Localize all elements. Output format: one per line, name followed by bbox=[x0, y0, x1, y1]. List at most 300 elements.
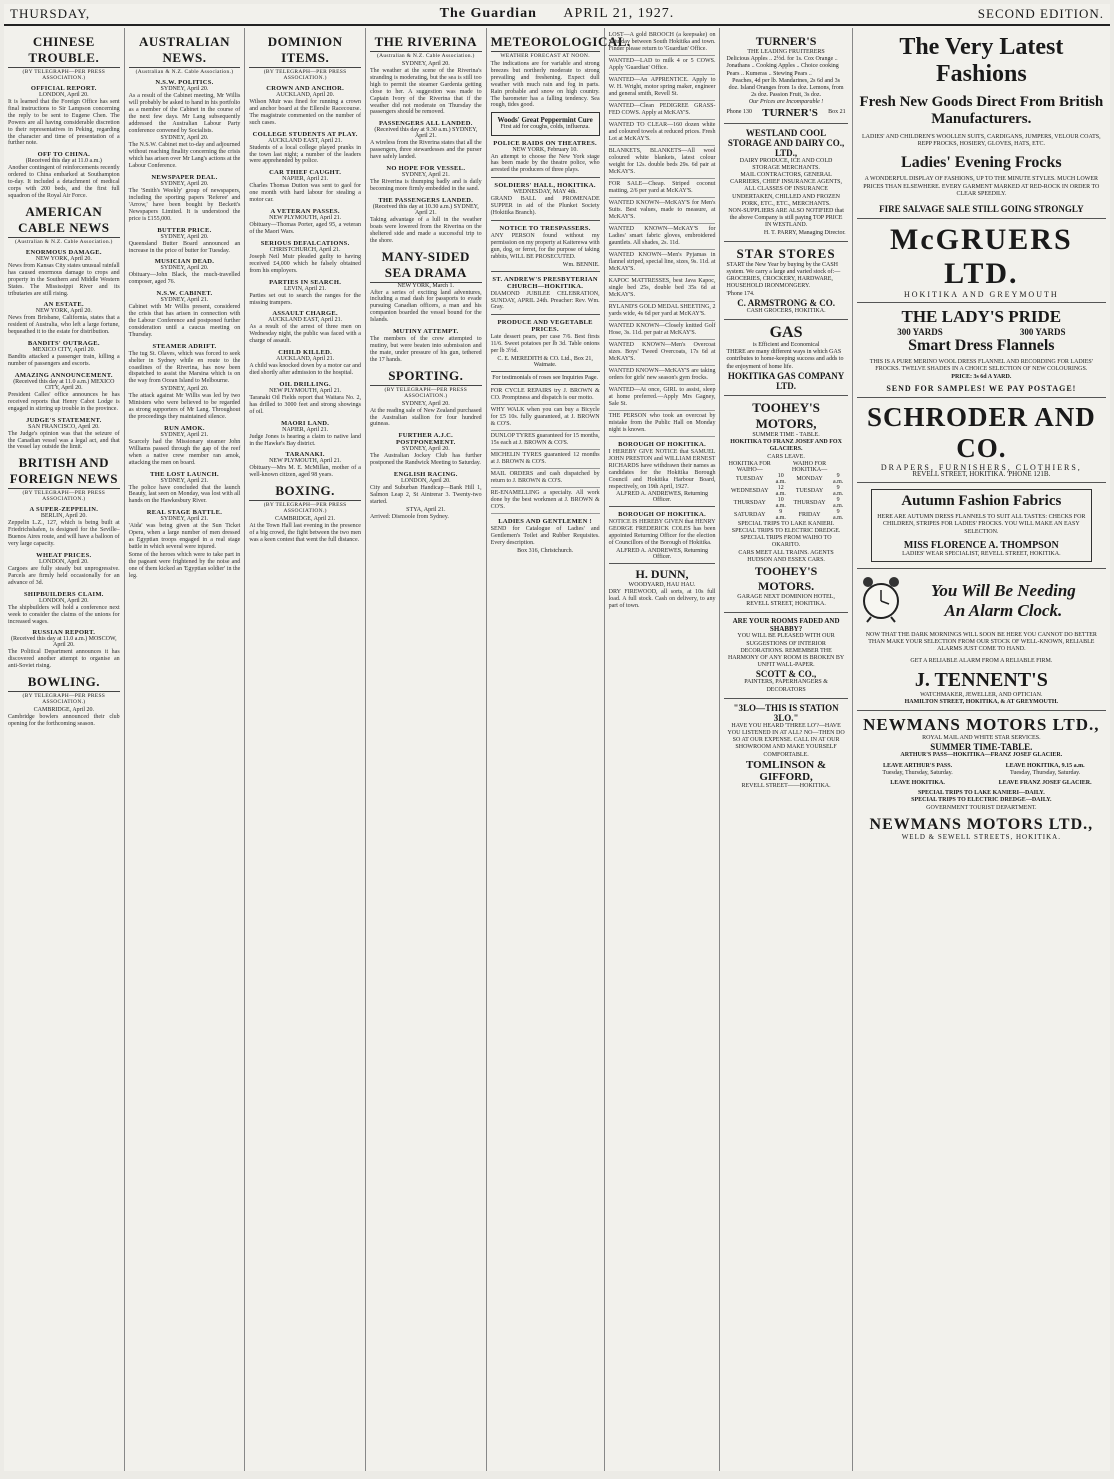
classified-ad: WANTED KNOWN—Men's Overcoat sizes. Boys' Tweed Overcoats, 17s 6d at McKAY'S. bbox=[609, 342, 716, 366]
ad-subtitle: is Efficient and Economical bbox=[752, 342, 820, 349]
ad-text: DRY FIREWOOD, all sorts, at 10s full load. A full stock. Cash on delivery, to any part of town. bbox=[608, 589, 716, 609]
byline: (BY TELEGRAPH—PER PRESS ASSOCIATION.) bbox=[384, 386, 468, 399]
ad-title: "3LO—THIS IS STATION 3LO." bbox=[733, 702, 839, 723]
ad-subtitle: CASH GROCERS, HOKITIKA. bbox=[746, 307, 826, 314]
column-local-ads bbox=[720, 28, 852, 1471]
ad-text: SPECIAL TRIPS TO ELECTRIC DREDGE. bbox=[731, 527, 841, 534]
article-text: Zeppelin L.Z., 127, which is being built at Friedrichshafen, is designed for the Seville–Buenos Aires route, and will have a balloon of very large capacity. bbox=[8, 520, 120, 548]
article-text: The Riverina is thumping badly and is daily becoming more firmly embedded in the sand. bbox=[369, 179, 482, 192]
article-text: A wireless from the Riverina states that all the passengers, three stewardesses and the purser have safely landed. bbox=[369, 140, 482, 161]
article-text: At the Town Hall last evening in the presence of a big crowd, the fight between the two men was a keen contest that went the full distance. bbox=[249, 523, 361, 544]
ad-slogan: SEND FOR SAMPLES! WE PAY POSTAGE! bbox=[886, 383, 1077, 393]
subhead: MUSICIAN DEAD. bbox=[154, 258, 215, 266]
ad-subtitle: Ladies' Evening Frocks bbox=[901, 154, 1062, 172]
subhead: NOTICE TO TRESPASSERS. bbox=[499, 224, 591, 232]
table-row bbox=[726, 509, 845, 521]
ad-text: HOKITIKA TO FRANZ JOSEF AND FOX GLACIERS. bbox=[730, 439, 842, 453]
ad-text: GOVERNMENT TOURIST DEPARTMENT. bbox=[926, 804, 1037, 811]
dateline: SYDNEY, April 20. bbox=[160, 233, 209, 240]
schedule-right bbox=[986, 763, 1104, 788]
classified-ad: WANTED—At once, GIRL to assist, sleep at home preferred.—Apply Mrs Gagney, Sale St. bbox=[609, 387, 716, 411]
signature: ALFRED A. ANDREWES, Returning Officer. bbox=[616, 491, 708, 504]
ad-header bbox=[859, 573, 1104, 628]
classified-ad: WANTED—An APPRENTICE. Apply to W. H. Wright, motor spring maker, engineer and general smith, Revell St. bbox=[609, 77, 716, 101]
subhead: REAL STAGE BATTLE. bbox=[146, 509, 223, 517]
headline: AUSTRALIAN NEWS. bbox=[129, 34, 241, 68]
headline: AMERICAN CABLE NEWS bbox=[8, 204, 120, 238]
ad-subtitle: DRAPERS, FURNISHERS, CLOTHIERS, bbox=[880, 462, 1082, 472]
dateline: SYDNEY, April 20. bbox=[160, 181, 209, 188]
schedule-heading: LEAVE ARTHUR'S PASS. bbox=[883, 762, 953, 769]
divider bbox=[609, 506, 716, 507]
masthead-center bbox=[352, 6, 762, 22]
ad-text: THERE are many different ways in which GAS contributes to home-keeping success and adds to the enjoyment of home life. bbox=[726, 349, 844, 370]
article-text: The Australian Jockey Club has further postponed the Randwick Meeting to Saturday. bbox=[369, 453, 482, 467]
subhead: THE LOST LAUNCH. bbox=[150, 470, 219, 478]
headline: MANY-SIDED SEA DRAMA bbox=[370, 249, 482, 283]
article-text: The 'Smith's Weekly' group of newspapers, including the sporting papers 'Referee' and 'Arrow,' have been bought by Beckett's Newspapers Limited. It is understood the price is £155,000. bbox=[128, 188, 241, 222]
ad-phone: 'Phone 174. bbox=[726, 290, 755, 297]
subhead: ENORMOUS DAMAGE. bbox=[25, 248, 102, 256]
headline: DOMINION ITEMS. bbox=[249, 34, 361, 68]
ad-name: C. ARMSTRONG & CO. bbox=[737, 297, 835, 308]
classified-ad: WANTED TO CLEAR—160 dozen white and coloured towels at reduced prices. Fresh Lot at McKAY'S. bbox=[609, 122, 716, 146]
dateline: STYA, April 21. bbox=[406, 506, 446, 513]
ad-subtitle: PAINTERS, PAPERHANGERS & DECORATORS bbox=[744, 679, 828, 693]
column-meteorological bbox=[487, 28, 631, 1471]
article-text: The weather at the scene of the Riverina's stranding is moderating, but the sea is still too high to permit the steamer Gardenia getting close to her. A suggestion was made to Captain Ivory of the Riverina that if the weather did not moderate on Thursday the passengers should be removed. bbox=[369, 68, 482, 116]
headline: BOWLING. bbox=[8, 674, 120, 692]
article-text: Parties set out to search the ranges for the missing trampers. bbox=[249, 292, 361, 306]
subhead: TARANAKI. bbox=[285, 451, 325, 459]
dateline: SYDNEY, April 20. bbox=[401, 61, 450, 67]
subhead: LADIES AND GENTLEMEN ! bbox=[498, 518, 593, 526]
ad-text: SPECIAL TRIPS FROM WAIHO TO OKARITO. bbox=[740, 535, 832, 549]
table-cell: MONDAY bbox=[796, 475, 823, 482]
timetable-header: WAIHO FOR HOKITIKA— bbox=[791, 460, 828, 473]
ad-text: SPECIAL TRIPS TO LAKE KANIERI—DAILY. bbox=[917, 790, 1045, 797]
subhead: ST. ANDREW'S PRESBYTERIAN CHURCH—HOKITIKA. bbox=[492, 275, 598, 290]
ad-yardage-right: 300 YARDS bbox=[1019, 327, 1066, 338]
subhead: MUTINY ATTEMPT. bbox=[393, 328, 459, 336]
ad-alarm-clock bbox=[857, 569, 1106, 711]
ad-text: SPECIAL TRIPS TO LAKE KANIERI. bbox=[737, 520, 835, 527]
ad-name: TURNER'S bbox=[762, 106, 818, 119]
article-text: Arrived: Dismoole from Sydney. bbox=[369, 513, 449, 520]
ad-text: A WONDERFUL DISPLAY OF FASHIONS, UP TO THE MINUTE STYLES. MUCH LOWER PRICES THAN ELSEWHERE. EVERY GARMENT MARKED AT RED-ROCK IN ORDER TO CLEAR SPEEDILY. bbox=[863, 176, 1100, 197]
schedule-days: Tuesday, Thursday, Saturday. bbox=[882, 769, 953, 776]
article-text: News from Brisbane, California, states that a resident of Australia, who left a large fortune, bequeathed it to the estate for distribution. bbox=[8, 315, 120, 336]
classified-ad: WANTED KNOWN—McKAY'S are taking orders for girls' new season's gym frocks. bbox=[609, 368, 716, 385]
alarm-clock-icon bbox=[859, 573, 903, 628]
ad-text: CARS MEET ALL TRAINS. AGENTS HUDSON AND ESSEX CARS. bbox=[738, 549, 834, 563]
ad-text: NON-SUPPLIERS ARE ALSO NOTIFIED that the above Company is still paying TOP PRICE IN WESTLAND. bbox=[728, 208, 844, 229]
ad-subtitle: WATCHMAKER, JEWELLER, AND OPTICIAN. bbox=[920, 691, 1043, 698]
ad-phone: Phone 130 bbox=[726, 109, 752, 116]
ad-name: TOMLINSON & GIFFORD, bbox=[745, 758, 827, 783]
ad-box: Box 21 bbox=[828, 109, 846, 116]
masthead bbox=[4, 4, 1110, 26]
classified-ad: DUNLOP TYRES guaranteed for 15 months, 15s each at J. BROWN & CO'S. bbox=[491, 433, 600, 450]
subhead: N.S.W. POLITICS. bbox=[155, 79, 214, 86]
subhead: AN ESTATE. bbox=[43, 301, 84, 309]
headline: CHINESE TROUBLE. bbox=[8, 34, 120, 68]
dateline: LEVIN, April 21. bbox=[283, 285, 327, 292]
article-text: Queensland Butter Board announced an increase in the price of butter for Tuesday. bbox=[128, 240, 241, 254]
masthead-day: THURSDAY, bbox=[10, 6, 91, 21]
dateline: SYDNEY, April 21. bbox=[160, 431, 209, 438]
headline: THE RIVERINA bbox=[370, 34, 482, 52]
dateline: SYDNEY, April 20. bbox=[401, 400, 450, 407]
subhead: A VETERAN PASSES. bbox=[270, 208, 340, 216]
subhead: WHEAT PRICES. bbox=[36, 552, 92, 559]
schedule-heading: LEAVE FRANZ JOSEF GLACIER. bbox=[998, 780, 1092, 787]
table-cell: FRIDAY bbox=[798, 511, 821, 518]
subhead: ENGLISH RACING. bbox=[393, 471, 458, 479]
ad-star-stores bbox=[724, 242, 847, 320]
ad-address: REVELL STREET——HOKITIKA. bbox=[741, 782, 831, 789]
dateline: NEW PLYMOUTH, April 21. bbox=[269, 458, 342, 465]
article-text: Judge Jones is hearing a claim to native land in the Hawke's Bay district. bbox=[249, 433, 361, 447]
subhead: PRODUCE AND VEGETABLE PRICES. bbox=[497, 319, 593, 334]
table-cell: SATURDAY bbox=[734, 511, 766, 518]
subhead: COLLEGE STUDENTS AT PLAY. bbox=[252, 130, 358, 138]
schedule-heading: LEAVE HOKITIKA, 9.15 a.m. bbox=[1005, 762, 1085, 769]
byline: (BY TELEGRAPH—PER PRESS ASSOCIATION.) bbox=[22, 490, 106, 503]
ad-text: NOW THAT THE DARK MORNINGS WILL SOON BE HERE YOU CANNOT DO BETTER THAN MAKE YOUR SELECTION FROM OUR STOCK OF WELL-KNOWN, RELIABLE ALARMS JUST COME TO HAND. bbox=[865, 632, 1097, 653]
schedule-days: Tuesday, Thursday, Saturday. bbox=[1009, 769, 1081, 776]
article-text: It is learned that the Foreign Office has sent final instructions to Sir Lampson concerning the reply to be sent to Eugene Chen. The Powers are all having considerable discretion to their representatives in Peking, regarding the character and time of presentation of a further note. bbox=[8, 99, 120, 147]
subhead: NO HOPE FOR VESSEL. bbox=[386, 165, 466, 173]
ad-autumn-fabrics bbox=[857, 483, 1106, 569]
article-text: Wilson Muir was fined for running a crown and anchor board at the Ellerslie Racecourse. The magistrate commented on the number of such cases. bbox=[249, 99, 361, 126]
ad-title: GAS bbox=[769, 324, 803, 342]
ad-address: WELD & SEWELL STREETS, HOKITIKA. bbox=[901, 832, 1061, 841]
subhead: A SUPER-ZEPPELIN. bbox=[29, 506, 99, 514]
table-cell: THURSDAY bbox=[733, 499, 766, 506]
article-text: President Calles' office announces he has received reports that Henry Cabot Lodge is engaged in stirring up trouble in the province. bbox=[8, 391, 120, 412]
article-text: Obituary—Thomas Porter, aged 95, a veteran of the Maori Wars. bbox=[249, 222, 361, 235]
ad-title: TOOHEY'S MOTORS, bbox=[752, 399, 820, 431]
notice-text: I HEREBY GIVE NOTICE that SAMUEL JOHN PRESTON and WILLIAM ERNEST RICHARDS have withdrawn their names as candidates for the Hokitika Borough Council and Hokitika Harbour Board, respectively, on 19th April, 1927. bbox=[608, 449, 716, 490]
table-cell: 12 a.m. bbox=[775, 484, 786, 497]
dateline: LONDON, April 20. bbox=[38, 597, 89, 604]
schedule-heading: LEAVE HOKITIKA. bbox=[890, 780, 945, 787]
ad-title: NEWMANS MOTORS LTD., bbox=[863, 715, 1100, 735]
dateline: LONDON, April 20. bbox=[400, 478, 451, 485]
table-cell: 10 a.m. bbox=[775, 472, 786, 485]
dateline: AUCKLAND EAST, April 21. bbox=[268, 317, 343, 324]
ad-yardage bbox=[859, 327, 1104, 337]
article-text: Joseph Neil Muir pleaded guilty to having received £4,000 which he falsely obtained from his employers. bbox=[249, 253, 361, 274]
byline: (Australian & N.Z. Cable Association.) bbox=[376, 53, 475, 59]
classified-ad: RE-ENAMELLING a specialty. All work done by the best workmen at J. BROWN & CO'S. bbox=[491, 490, 600, 514]
ad-heading bbox=[903, 581, 1104, 621]
ad-slogan: Our Prices are Incomparable ! bbox=[748, 99, 824, 106]
dateline: (Received this day at 10.30 a.m.) SYDNEY, April 21. bbox=[372, 203, 479, 216]
ad-text: MAIL CONTRACTORS, GENERAL CARRIERS, CHIEF INSURANCE AGENTS, ALL CLASSES OF INSURANCE UNDERTAKEN, CHILLED AND FROZEN PORK, ETC., ETC., MERCHANTS. bbox=[730, 172, 842, 207]
subhead: PASSENGERS ALL LANDED. bbox=[378, 120, 473, 128]
column-riverina bbox=[366, 28, 487, 1471]
article-text: The Judge's opinion was that the seizure of the Canadian vessel was a legal act, and that the vessel lay outside the limit. bbox=[8, 430, 120, 451]
classified-ad: FOR CYCLE REPAIRS try J. BROWN & CO. Promptness and dispatch is our motto. bbox=[491, 388, 600, 405]
column-chinese-trouble bbox=[4, 28, 125, 1471]
dateline: SYDNEY, April 20. bbox=[160, 386, 209, 393]
ad-subtitle: SUMMER TIME-TABLE. bbox=[930, 742, 1033, 753]
column-classifieds bbox=[605, 28, 721, 1471]
subhead: FURTHER A.J.C. POSTPONEMENT. bbox=[396, 432, 456, 447]
dateline: AUCKLAND, April 21. bbox=[276, 356, 335, 363]
dateline: (Received this day at 11.0 a.m.) MOSCOW, April 20. bbox=[11, 636, 117, 649]
subhead: SOLDIERS' HALL, HOKITIKA. bbox=[494, 182, 596, 190]
subhead: N.S.W. CABINET. bbox=[156, 290, 213, 298]
ad-text: LADIES' AND CHILDREN'S WOOLLEN SUITS, CARDIGANS, JUMPERS, VELOUR COATS, REPP FROCKS, HOSIERY, GLOVES, HATS, ETC. bbox=[862, 134, 1101, 148]
dateline: AUCKLAND, April 20. bbox=[276, 92, 335, 98]
classified-ad: WANTED—LAD to milk 4 or 5 COWS. Apply 'Guardian' Office. bbox=[609, 58, 716, 75]
subhead: OFF TO CHINA. bbox=[37, 151, 90, 159]
article-text: Obituary—Mrs M. E. McMillan, mother of a well-known citizen, aged 98 years. bbox=[249, 465, 361, 479]
classified-ad: FOR SALE—Cheap. Striped coconut matting, 2/6 per yard at McKAY'S. bbox=[609, 181, 716, 198]
byline: (BY TELEGRAPH—PER PRESS ASSOCIATION.) bbox=[22, 69, 106, 81]
ad-mcgruers bbox=[857, 219, 1106, 303]
ad-text: YOU WILL BE PLEASED WITH OUR SUGGESTIONS OF INTERIOR DECORATIONS. REMEMBER THE HARMONY OF ANY ROOM IS BROKEN BY UNFIT WALL-PAPER. bbox=[727, 633, 845, 669]
divider bbox=[491, 271, 600, 272]
ad-turners bbox=[724, 30, 847, 124]
ad-schedule bbox=[859, 763, 1104, 788]
ad-name: NEWMANS MOTORS LTD., bbox=[869, 815, 1094, 833]
ad-address: GARAGE NEXT DOMINION HOTEL, REVELL STREET, HOKITIKA. bbox=[737, 593, 835, 608]
classified-ad: WANTED—Clean PEDIGREE GRASS-FED COWS. Apply at McKAY'S. bbox=[609, 103, 716, 120]
dateline: SYDNEY, April 21. bbox=[160, 477, 209, 484]
ad-name: MISS FLORENCE A. THOMPSON bbox=[903, 539, 1059, 551]
article-text: Late dessert pears, per case 7/6. Best firsts 11/6. Sweet potatoes per lb 3d. Table onions per lb 3½d. bbox=[490, 334, 600, 355]
dateline: NAPIER, April 21. bbox=[282, 176, 329, 183]
ad-subtitle: Smart Dress Flannels bbox=[908, 337, 1055, 355]
classified-ad: LOST—A gold BROOCH (a keepsake) on Saturday between South Hokitika and town. Finder please return to 'Guardian' Office. bbox=[609, 32, 716, 56]
ad-text: START the New Year by buying by the CASH system. We carry a large and varied stock of:— GROCERIES, CROCKERY, HARDWARE, HOUSEHOLD IRONMONGERY. bbox=[726, 261, 841, 290]
subhead: THE PASSENGERS LANDED. bbox=[378, 196, 474, 204]
ad-title: Autumn Fashion Fabrics bbox=[901, 493, 1062, 510]
ad-tomlinson-gifford bbox=[724, 699, 847, 794]
ad-subtitle: DAIRY PRODUCE, ICE AND COLD STORAGE MERCHANTS. bbox=[739, 157, 833, 171]
subhead: STEAMER ADRIFT. bbox=[152, 342, 217, 350]
article-text: Another contingent of reinforcements recently ordered to China embarked at Southampton to-day. It included a detachment of medical corps with 200 beds, and the first full squadron of the Royal Air Force. bbox=[8, 165, 120, 199]
ad-name: HOKITIKA GAS COMPANY LTD. bbox=[727, 370, 845, 391]
ad-subtitle: THE LEADING FRUITERERS bbox=[747, 49, 825, 55]
dateline: MEXICO CITY, April 20. bbox=[32, 347, 96, 354]
table-cell: TUESDAY bbox=[795, 487, 824, 494]
dateline: (Received this day at 11.0 a.m.) MEXICO CITY, April 20. bbox=[13, 378, 115, 391]
ad-price-list: Delicious Apples .. 2½d. for 1s. Cox Orange .. Jonathans .. Cooking Apples .. Choice cooking Pears .. Kumeras .. Stewing Pears .. bbox=[726, 56, 839, 77]
article-text: The attack against Mr Willis was led by two Ministers who were believed to be regarded as strong supporters of Mr Lang. Throughout the proceedings they maintained silence. bbox=[128, 393, 241, 420]
column-australian-news bbox=[125, 28, 246, 1471]
classified-ad: WANTED KNOWN—McKAY'S for Ladies' smart fabric gloves, embroidered gauntlets. All shades, 2s. 11d. bbox=[609, 226, 716, 250]
divider bbox=[609, 563, 716, 564]
ad-name: J. TENNENT'S bbox=[914, 668, 1048, 691]
dateline: WEDNESDAY, MAY 4th. bbox=[513, 189, 577, 196]
dateline: NEW YORK, April 20. bbox=[35, 255, 92, 262]
ad-title: Woods' Great Peppermint Cure bbox=[497, 116, 593, 125]
ad-newmans-motors bbox=[857, 711, 1106, 845]
ad-ladys-pride bbox=[857, 303, 1106, 398]
article-text: Scarcely had the Missionary steamer John Williams passed through the gap of the reef when a native crew member ran amok, attacking the men on board. bbox=[128, 438, 241, 466]
article-text: The members of the crew attempted to mutiny, but were beaten into submission and the mate, under pressure of his gun, tethered the 17 hands. bbox=[369, 336, 482, 363]
table-cell: 9 a.m. bbox=[775, 508, 786, 521]
ad-title: The Very Latest Fashions bbox=[899, 34, 1064, 87]
byline: WEATHER FORECAST AT NOON. bbox=[500, 53, 590, 59]
article-text: Taranaki Oil Fields report that Waitara No. 2, has drilled to 3000 feet and strong showings of oil. bbox=[249, 394, 361, 415]
dateline: BERLIN, April 20. bbox=[40, 513, 87, 520]
ad-title: STAR STORES bbox=[736, 245, 836, 261]
article-text: Charles Thomas Dutton was sent to gaol for one month with hard labour for stealing a motor car. bbox=[249, 183, 361, 204]
article-text: At the reading sale of New Zealand purchased the Australian stallion for four hundred guineas. bbox=[369, 407, 482, 428]
subhead: SHIPBUILDERS CLAIM. bbox=[23, 590, 104, 598]
classified-ad: KAPOC MATTRESSES, best Java Kapoc, single bed 25s, double bed 35s 6d at McKAY'S. bbox=[609, 278, 716, 302]
notice-text: NOTICE IS HEREBY GIVEN that HENRY GEORGE FREDERICK COLES has been appointed Returning Officer for the election of Councillors of the Borough of Hokitika. bbox=[608, 519, 716, 547]
ad-title: McGRUERS LTD. bbox=[890, 223, 1073, 291]
article-text: The Political Department announces it has discovered another attempt to organise an anti-Soviet rising. bbox=[8, 649, 120, 670]
classified-ad: BLANKETS, BLANKETS—All wool coloured white blankets, latest colour weight for 12s. double beds 29s. 6d pair at McKAY'S. bbox=[609, 148, 716, 179]
subhead: CHILD KILLED. bbox=[278, 349, 333, 357]
ad-text: Peaches, 4d per lb. Mandarines, 2s 6d and 3s doz. Island Oranges from 1s doz. Lemons, from 2s doz. Passion Fruit, 3s doz. bbox=[728, 77, 844, 99]
article-text: The tug St. Olaves, which was forced to seek shelter in Sydney while en route to the coastlines of the Riverina, has now been dispatched to assist the Marsina which is on the way from Ocean Island to Melbourne. bbox=[128, 350, 241, 385]
dateline: SYDNEY, April 21. bbox=[401, 172, 450, 179]
ad-text: THIS IS A PURE MERINO WOOL DRESS FLANNEL AND RECORDING FOR LADIES' FROCKS. TWELVE SHADES IN A CHOICE SELECTION OF NEW COLOURINGS. bbox=[869, 359, 1093, 373]
ad-price: PRICE: 3s 6d A YARD. bbox=[951, 373, 1012, 380]
ad-text: SPECIAL TRIPS TO ELECTRIC DREDGE—DAILY. bbox=[911, 797, 1052, 804]
subhead: BOROUGH OF HOKITIKA. bbox=[618, 511, 706, 519]
ad-text: HERE ARE AUTUMN DRESS FLANNELS TO SUIT ALL TASTES: CHECKS FOR CHILDREN, STRIPES FOR LADIES' FROCKS. YOU WILL MAKE AN EASY SELECTION. bbox=[877, 514, 1086, 535]
subhead: OIL DRILLING. bbox=[279, 380, 331, 388]
ad-title: You Will Be Needing bbox=[930, 580, 1076, 600]
table-cell: 10 a.m. bbox=[775, 496, 786, 509]
ad-slogan: FIRE SALVAGE SALE STILL GOING STRONGLY bbox=[879, 204, 1084, 215]
subhead: MAORI LAND. bbox=[281, 419, 330, 427]
article-text: ANY PERSON found without my permission on my property at Kaiterewa with gun, dog, or ferret, for the purpose of taking rabbits, WILL BE PROSECUTED. bbox=[490, 232, 600, 260]
ad-title: WESTLAND COOL STORAGE AND DAIRY CO., LTD., bbox=[727, 127, 845, 158]
column-display-ads bbox=[853, 28, 1110, 1471]
timetable-header: HOKITIKA FOR WAIHO— bbox=[728, 460, 771, 473]
article-text: The indications are for variable and strong breezes but northerly moderate to strong prevailing and freshening. Expect dull weather with much rain and fog in parts. Rain probable and snow on high country. The barometer has a falling tendency. Sea rough, tides good. bbox=[490, 61, 600, 109]
subhead: SERIOUS DEFALCATIONS. bbox=[260, 239, 350, 247]
dateline: SYDNEY, April 21. bbox=[160, 297, 209, 304]
ad-westland-cool-storage bbox=[724, 124, 847, 242]
subhead: JUDGE'S STATEMENT. bbox=[26, 416, 102, 424]
ad-address: LADIES' WEAR SPECIALIST, REVELL STREET, HOKITIKA. bbox=[902, 550, 1061, 557]
article-text: As a result of the Cabinet meeting, Mr Willis will probably be asked to hand in his portfolio as a member of the Cabinet in the course of the next few days. Mr Lang subsequently addressed the Australian Labour Party conference convened by Socialists. bbox=[128, 93, 241, 134]
article-text: Taking advantage of a lull in the weather boats were lowered from the Riverina on the sheltered side and made a successful trip to the shore. bbox=[369, 216, 482, 244]
article-text: Some of the heroes which were to take part in the pageant were frightened by the noise and one of them kicked an 'Egyptian soldier' in the leg. bbox=[128, 551, 241, 579]
subhead: RUSSIAN REPORT. bbox=[32, 629, 96, 637]
dateline: SAN FRANCISCO, April 20. bbox=[28, 423, 100, 430]
dateline: NEW YORK, February 10. bbox=[512, 146, 578, 153]
masthead-edition: SECOND EDITION. bbox=[977, 6, 1104, 21]
dateline: CHRISTCHURCH, April 21. bbox=[269, 246, 341, 253]
masthead-date: APRIL 21, 1927. bbox=[563, 6, 675, 21]
table-row bbox=[726, 485, 845, 497]
signature: H. T. PARRY, Managing Director. bbox=[763, 229, 846, 236]
subhead: BUTTER PRICE. bbox=[157, 226, 212, 234]
ad-text: CARS LEAVE. bbox=[767, 453, 805, 460]
ad-footer bbox=[726, 107, 845, 119]
ad-name: SCOTT & CO., bbox=[755, 669, 817, 680]
divider bbox=[491, 384, 600, 385]
table-row bbox=[726, 497, 845, 509]
classified-ad: WANTED KNOWN—McKAY'S for Men's Suits. Best values, made to measure, at McKAY'S. bbox=[609, 200, 716, 224]
dateline: NEW PLYMOUTH, April 21. bbox=[269, 215, 342, 222]
ad-tooheys-motors bbox=[724, 396, 847, 613]
column-dominion-items bbox=[245, 28, 366, 1471]
dateline: SYDNEY, April 20. bbox=[160, 86, 209, 92]
table-cell: THURSDAY bbox=[793, 499, 826, 506]
article-text: Cabinet with Mr Willis present, considered the crisis that has arisen in connection with the Labour Conference and postponed further consideration until a caucus meeting on Thursday. bbox=[128, 304, 241, 338]
table-cell: 9 a.m. bbox=[832, 508, 844, 521]
ad-latest-fashions bbox=[857, 30, 1106, 219]
subhead: NEWSPAPER DEAL. bbox=[151, 174, 218, 182]
ad-title: THE LADY'S PRIDE bbox=[901, 307, 1062, 327]
dateline: CAMBRIDGE, April 21. bbox=[274, 516, 336, 523]
subhead: ASSAULT CHARGE. bbox=[272, 310, 338, 318]
article-text: GRAND BALL and PROMENADE SUPPER in aid of the Plunket Society (Hokitika Branch). bbox=[490, 196, 600, 217]
ad-title: ARE YOUR ROOMS FADED AND SHABBY? bbox=[732, 617, 840, 634]
ad-slogan: GET A RELIABLE ALARM FROM A RELIABLE FIRM. bbox=[910, 657, 1053, 664]
ad-text: First aid for coughs, colds, influenza. bbox=[500, 124, 590, 131]
subhead: POLICE RAIDS ON THEATRES. bbox=[493, 139, 597, 147]
article-text: After a series of exciting land adventures, including a mad dash for passports to evade pursuing Canadian officers, a man and his companion boarded the vessel bound for the Islands. bbox=[369, 289, 482, 324]
subhead: CAR THIEF CAUGHT. bbox=[269, 169, 342, 177]
ad-yardage-left: 300 YARDS bbox=[897, 327, 943, 338]
dateline: NEW YORK, March 1. bbox=[397, 282, 455, 289]
ad-title: H. DUNN, bbox=[635, 567, 689, 582]
dateline: SYDNEY, April 20. bbox=[160, 265, 209, 272]
byline: (Australian & N.Z. Cable Association.) bbox=[135, 69, 234, 75]
classified-ad: MAIL ORDERS and cash dispatched by return to J. BROWN & CO'S. bbox=[491, 471, 600, 488]
article-text: The police have concluded that the launch Beauty, last seen on Monday, was lost with all hands on the Hawkesbury River. bbox=[128, 484, 241, 505]
byline: (Australian & N.Z. Cable Association.) bbox=[14, 238, 113, 245]
ad-subtitle: SUMMER TIME - TABLE. bbox=[752, 431, 820, 438]
dateline: NEW YORK, April 20. bbox=[35, 308, 92, 315]
article-text: Obituary—John Black, the much-travelled composer, aged 76. bbox=[128, 272, 241, 286]
ad-schroder bbox=[857, 398, 1106, 483]
ad-text: HAVE YOU HEARD 'THREE LO'?—HAVE YOU LISTENED IN AT ALL? NO—THEN DO SO AT OUR EXPENSE. CALL IN AT OUR SHOWROOM AND MAKE YOURSELF COMFORTABLE. bbox=[727, 722, 845, 758]
subhead: OFFICIAL REPORT. bbox=[30, 85, 97, 92]
schedule-left bbox=[859, 763, 977, 788]
classified-ad: WANTED KNOWN—Men's Pyjamas in flannel striped, special line, sizes, 9s. 11d. at McKAY'S. bbox=[609, 252, 716, 276]
article-text: Students of a local college played pranks in the town last night; a number of the leaders were apprehended by police. bbox=[249, 144, 361, 165]
subhead: CROWN AND ANCHOR. bbox=[266, 85, 345, 92]
ad-title: SCHRODER AND CO. bbox=[866, 401, 1096, 463]
signature: Wm. BENNIE. bbox=[562, 261, 600, 268]
ad-address: REVELL STREET, HOKITIKA. 'PHONE 121B. bbox=[912, 470, 1051, 479]
dateline: CAMBRIDGE, April 20. bbox=[33, 707, 94, 714]
ad-subtitle: HOKITIKA AND GREYMOUTH bbox=[903, 290, 1059, 300]
dateline: NAPIER, April 21. bbox=[282, 426, 329, 433]
divider bbox=[491, 314, 600, 315]
article-text: Bandits attacked a passenger train, killing a number of passengers and escorts. bbox=[8, 354, 120, 368]
dateline: LONDON, April 20. bbox=[38, 559, 89, 565]
dateline: LONDON, April 20. bbox=[38, 92, 89, 98]
article-text: The shipbuilders will hold a conference next week to consider the claims of the unions for increased wages. bbox=[8, 604, 120, 625]
ad-route: ARTHUR'S PASS—HOKITIKA—FRANZ JOSEF GLACIER. bbox=[900, 752, 1063, 759]
dateline: SYDNEY, April 20. bbox=[401, 446, 450, 453]
ad-peppermint bbox=[491, 112, 600, 135]
notice: For testimonials of roses see Inquiries Page. bbox=[492, 375, 599, 382]
article-text: SEND for Catalogue of Ladies' and Gentlemen's Toilet and Rubber Requisites. Every description. bbox=[490, 526, 600, 546]
timetable bbox=[726, 461, 845, 521]
subhead: BANDITS' OUTRAGE. bbox=[27, 340, 100, 348]
article-text: The N.S.W. Cabinet met to-day and adjourned without reaching finality concerning the crisis which has arisen over Mr Lang's actions at the Labour Conference. bbox=[128, 142, 241, 170]
article-text: A child was knocked down by a motor car and died shortly after admission to the hospital. bbox=[249, 363, 361, 377]
